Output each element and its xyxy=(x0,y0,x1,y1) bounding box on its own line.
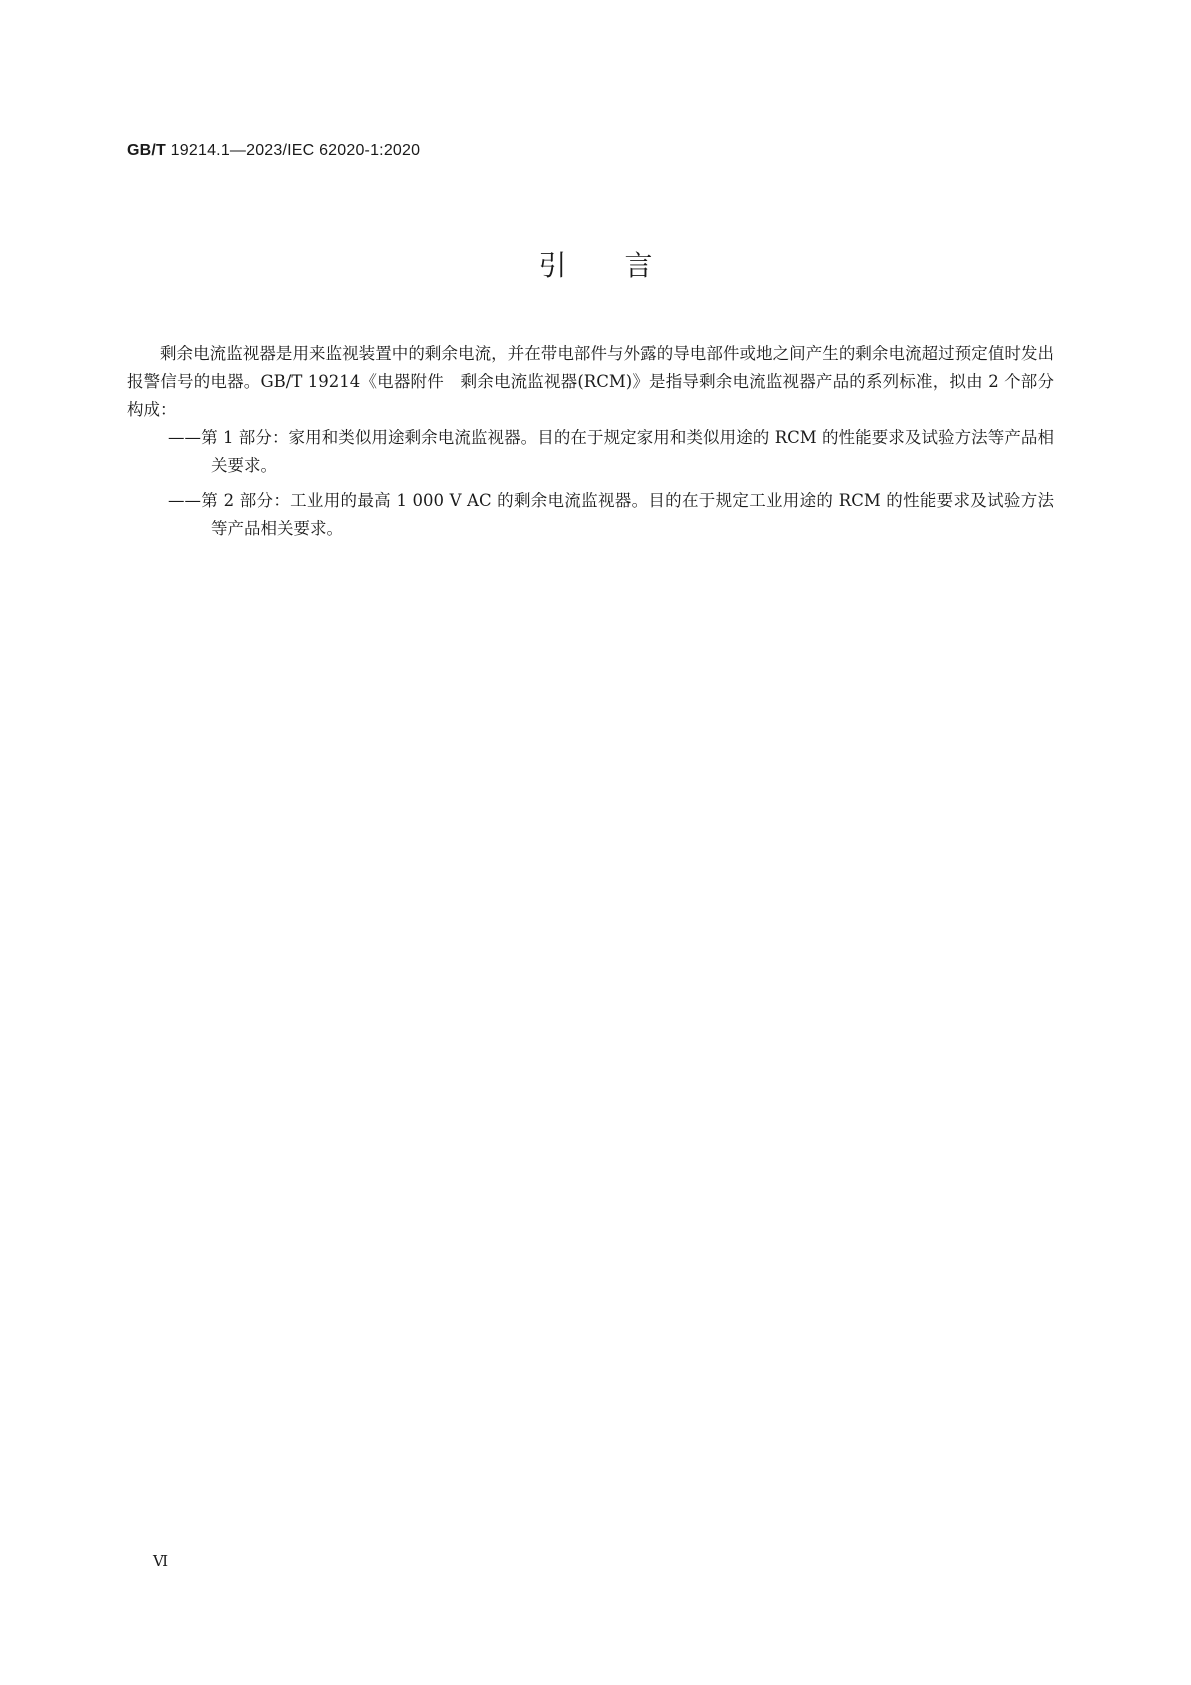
intro-paragraph: 剩余电流监视器是用来监视装置中的剩余电流，并在带电部件与外露的导电部件或地之间产生的剩余电流超过预定值时发出报警信号的电器。GB/T 19214《电器附件 剩余电流监视器(RCM)》是指导剩余电流监视器产品的系列标准，拟由 2 个部分构成： xyxy=(127,344,1054,419)
introduction-body xyxy=(127,340,1054,543)
standard-code-prefix: GB/T xyxy=(127,142,167,159)
part-1-list-item: ——第 1 部分：家用和类似用途剩余电流监视器。目的在于规定家用和类似用途的 RCM 的性能要求及试验方法等产品相关要求。 xyxy=(168,428,1054,475)
part-2-list-item: ——第 2 部分：工业用的最高 1 000 V AC 的剩余电流监视器。目的在于规定工业用途的 RCM 的性能要求及试验方法等产品相关要求。 xyxy=(168,491,1054,538)
standard-code-number: 19214.1—2023/IEC 62020-1:2020 xyxy=(166,142,421,159)
page-title: 引言 xyxy=(538,249,711,282)
standard-code-header xyxy=(127,142,420,160)
page-number: Ⅵ xyxy=(153,1552,169,1570)
